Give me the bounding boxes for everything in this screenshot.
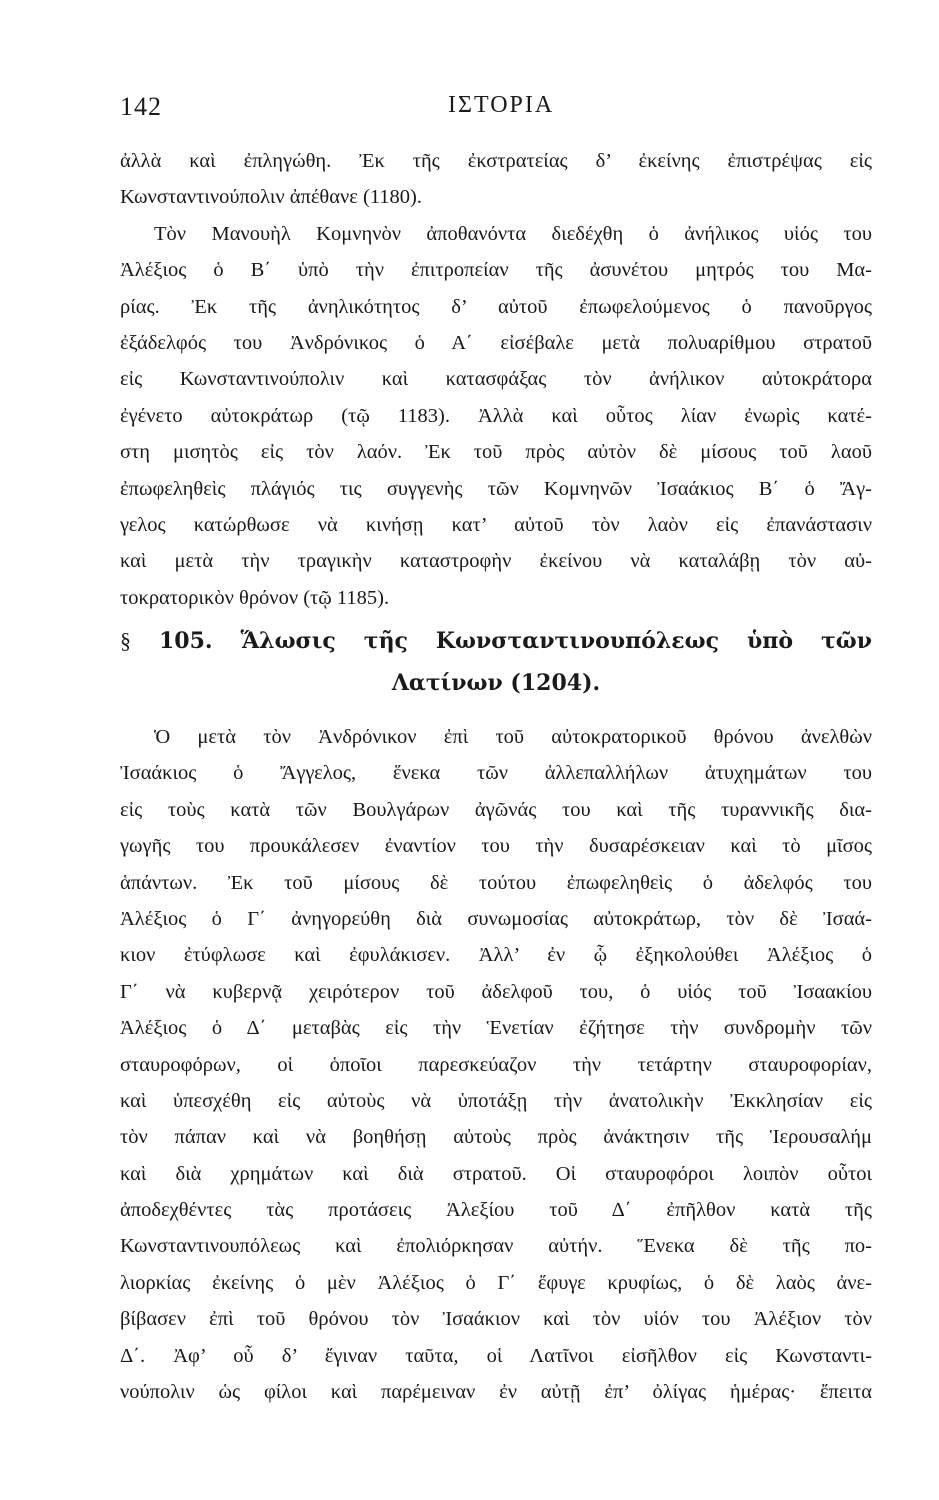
section-number: 105. — [158, 628, 213, 654]
text-line: Ὁ μετὰ τὸν Ἀνδρόνικον ἐπὶ τοῦ αὐτοκρατορικοῦ θρόνου ἀνελθὼν — [154, 726, 872, 748]
running-title: ΙΣΤΟΡΙΑ — [448, 92, 555, 118]
text-line: ἁπάντων. Ἐκ τοῦ μίσους δὲ τούτου ἐπωφεληθεὶς ὁ ἀδελφός του — [120, 871, 872, 894]
section-title-part-2: Λατίνων (1204). — [391, 670, 601, 696]
text-line: Ἀλέξιος ὁ Β΄ ὑπὸ τὴν ἐπιτροπείαν τῆς ἀσυνέτου μητρός του Μα- — [120, 259, 872, 282]
text-line: λιορκίας ἐκείνης ὁ μὲν Ἀλέξιος ὁ Γ΄ ἔφυγε κρυφίως, ὁ δὲ λαὸς ἀνε- — [120, 1271, 872, 1294]
text-line: γωγῆς του προυκάλεσεν ἐναντίον του τὴν δυσαρέσκειαν καὶ τὸ μῖσος — [120, 835, 872, 858]
text-line: ρίας. Ἐκ τῆς ἀνηλικότητος δ’ αὐτοῦ ἐπωφελούμενος ὁ πανοῦργος — [120, 295, 872, 318]
text-line: βίβασεν ἐπὶ τοῦ θρόνου τὸν Ἰσαάκιον καὶ τὸν υἱόν του Ἀλέξιον τὸν — [120, 1308, 872, 1331]
text-line: τοκρατορικὸν θρόνον (τῷ 1185). — [120, 586, 390, 609]
text-line: Κωνσταντινουπόλεως καὶ ἐπολιόρκησαν αὐτήν. Ἕνεκα δὲ τῆς πο- — [120, 1235, 872, 1258]
running-head — [120, 92, 880, 126]
paragraph-2 — [120, 719, 872, 1410]
text-line: Δ΄. Ἀφ’ οὗ δ’ ἔγιναν ταῦτα, οἱ Λατῖνοι εἰσῆλθον εἰς Κωνσταντι- — [120, 1344, 872, 1367]
text-line: ἐξάδελφός του Ἀνδρόνικος ὁ Α΄ εἰσέβαλε μετὰ πολυαρίθμου στρατοῦ — [120, 331, 872, 354]
text-line: Ἀλέξιος ὁ Δ΄ μεταβὰς εἰς τὴν Ἑνετίαν ἐζήτησε τὴν συνδρομὴν τῶν — [120, 1017, 872, 1040]
text-line: Ἀλέξιος ὁ Γ΄ ἀνηγορεύθη διὰ συνωμοσίας αὐτοκράτωρ, τὸν δὲ Ἰσαά- — [120, 907, 872, 930]
text-line: νούπολιν ὡς φίλοι καὶ παρέμειναν ἐν αὐτῇ ἐπ’ ὀλίγας ἡμέρας· ἔπειτα — [120, 1381, 872, 1404]
text-line: καὶ ὑπεσχέθη εἰς αὐτοὺς νὰ ὑποτάξῃ τὴν ἀνατολικὴν Ἐκκλησίαν εἰς — [120, 1089, 872, 1112]
section-heading-line-1 — [120, 620, 872, 662]
text-line: τὸν πάπαν καὶ νὰ βοηθήσῃ αὐτοὺς πρὸς ἀνάκτησιν τῆς Ἱερουσαλήμ — [120, 1126, 872, 1149]
text-line: ἀλλὰ καὶ ἐπληγώθη. Ἐκ τῆς ἐκστρατείας δ’ ἐκείνης ἐπιστρέψας εἰς — [120, 150, 872, 172]
text-line: ἐπωφεληθεὶς πλάγιός τις συγγενὴς τῶν Κομνηνῶν Ἰσαάκιος Β΄ ὁ Ἄγ- — [120, 477, 872, 500]
text-line: ἐγένετο αὐτοκράτωρ (τῷ 1183). Ἀλλὰ καὶ οὗτος λίαν ἐνωρὶς κατέ- — [120, 404, 872, 427]
text-line: καὶ διὰ χρημάτων καὶ διὰ στρατοῦ. Οἱ σταυροφόροι λοιπὸν οὗτοι — [120, 1162, 872, 1185]
text-line: σταυροφόρων, οἱ ὁποῖοι παρεσκεύαζον τὴν τετάρτην σταυροφορίαν, — [120, 1053, 872, 1076]
text-line: Ἰσαάκιος ὁ Ἄγγελος, ἕνεκα τῶν ἀλλεπαλλήλων ἀτυχημάτων του — [120, 762, 872, 785]
paragraph-1 — [120, 143, 872, 616]
section-heading — [120, 620, 872, 704]
text-line: Κωνσταντινούπολιν ἀπέθανε (1180). — [120, 186, 423, 209]
text-line: κιον ἐτύφλωσε καὶ ἐφυλάκισεν. Ἀλλ’ ἐν ᾧ ἐξηκολούθει Ἀλέξιος ὁ — [120, 944, 872, 967]
section-title-part-1: Ἅλωσις τῆς Κωνσταντινουπόλεως ὑπὸ τῶν — [240, 628, 872, 654]
text-line: Τὸν Μανουὴλ Κομνηνὸν ἀποθανόντα διεδέχθη ὁ ἀνήλικος υἱός του — [154, 222, 872, 245]
text-line: εἰς Κωνσταντινούπολιν καὶ κατασφάξας τὸν ἀνήλικον αὐτοκράτορα — [120, 368, 872, 391]
text-line: στη μισητὸς εἰς τὸν λαόν. Ἐκ τοῦ πρὸς αὐτὸν δὲ μίσους τοῦ λαοῦ — [120, 441, 872, 464]
text-line: Γ΄ νὰ κυβερνᾷ χειρότερον τοῦ ἀδελφοῦ του, ὁ υἱός τοῦ Ἰσαακίου — [120, 980, 872, 1003]
text-line: εἰς τοὺς κατὰ τῶν Βουλγάρων ἀγῶνάς του καὶ τῆς τυραννικῆς δια- — [120, 798, 872, 821]
text-line: καὶ μετὰ τὴν τραγικὴν καταστροφὴν ἐκείνου νὰ καταλάβῃ τὸν αὐ- — [120, 550, 872, 573]
page-number: 142 — [120, 92, 162, 121]
section-symbol: § — [120, 628, 131, 653]
text-line: γελος κατώρθωσε νὰ κινήσῃ κατ’ αὐτοῦ τὸν λαὸν εἰς ἐπανάστασιν — [120, 513, 872, 536]
text-line: ἀποδεχθέντες τὰς προτάσεις Ἀλεξίου τοῦ Δ΄ ἐπῆλθον κατὰ τῆς — [120, 1199, 872, 1222]
